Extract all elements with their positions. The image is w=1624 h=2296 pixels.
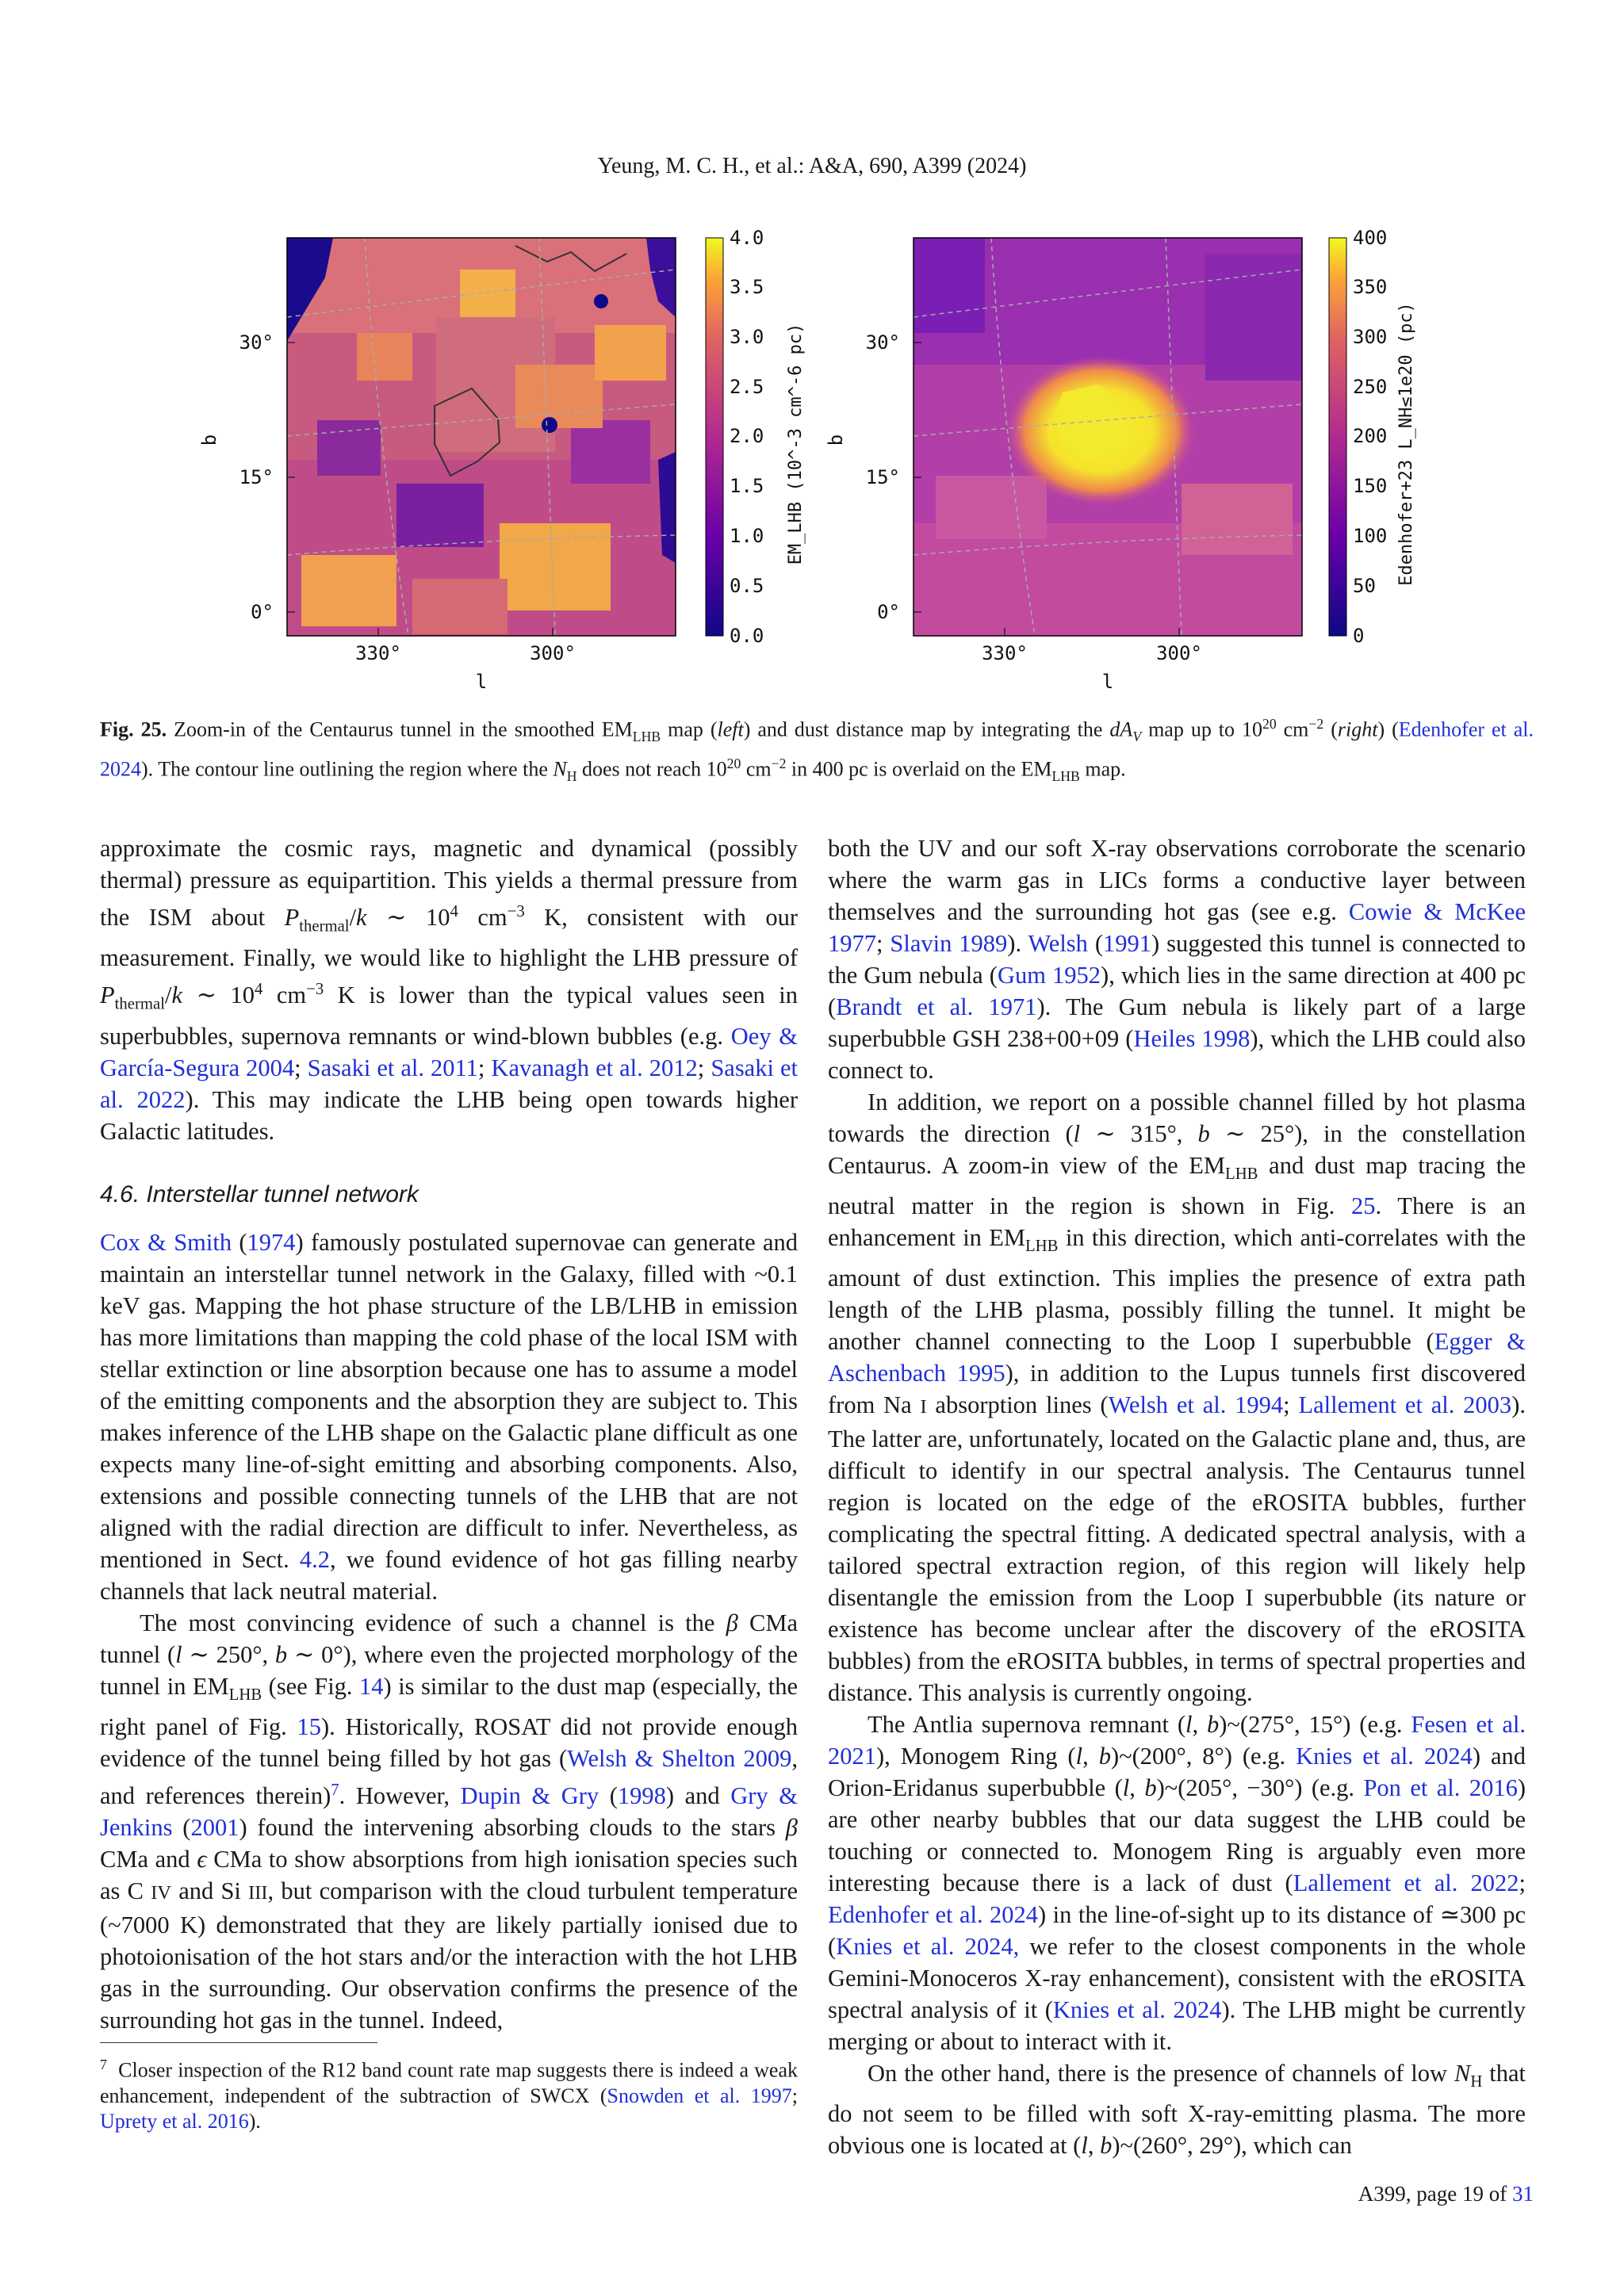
colorbar-tick: 50 <box>1353 575 1376 597</box>
citation-link[interactable]: Welsh <box>1028 930 1088 957</box>
colorbar-tick: 250 <box>1353 376 1388 398</box>
running-header: Yeung, M. C. H., et al.: A&A, 690, A399 (2024) <box>597 154 1027 178</box>
citation-link[interactable]: Kavanagh et al. 2012 <box>491 1054 698 1081</box>
figure-link[interactable]: 15 <box>297 1712 321 1740</box>
footnote-mark: 7 <box>100 2057 107 2072</box>
citation-link[interactable]: Oey & García-Segura 2004 <box>100 1022 799 1081</box>
colorbar-tick: 200 <box>1353 425 1388 447</box>
figure-link[interactable]: 14 <box>359 1672 384 1700</box>
colorbar-tick: 2.0 <box>730 425 764 447</box>
colorbar-ticks <box>1353 227 1387 647</box>
xtick-label: 330° <box>355 642 401 664</box>
ytick-label: 30° <box>239 331 274 354</box>
ytick-label: 0° <box>877 601 900 623</box>
x-axis-label: l <box>475 671 488 693</box>
citation-link[interactable]: 1974 <box>247 1228 296 1256</box>
citation-link[interactable]: Knies et al. 2024, <box>836 1933 1020 1961</box>
total-pages-link[interactable]: 31 <box>1512 2182 1534 2206</box>
colorbar-tick: 3.5 <box>730 276 764 298</box>
citation-link[interactable]: Brandt et al. 1971 <box>836 993 1037 1020</box>
colorbar-tick: 2.5 <box>730 376 764 398</box>
ytick-label: 30° <box>865 331 900 354</box>
citation-link[interactable]: 2001 <box>190 1813 239 1841</box>
paragraph: On the other hand, there is the presence of channels of low $N_H$ that do not seem to be filled with soft X-ray-emitting plasma. The more obvious one is located at (l, b)~(260°, 29°), which can <box>828 2060 1526 2160</box>
y-axis-label: b <box>198 434 220 446</box>
ytick-label: 0° <box>251 601 274 623</box>
citation-link[interactable]: 1991 <box>1103 930 1152 957</box>
citation-link[interactable]: Pon et al. 2016 <box>1363 1774 1518 1802</box>
footnote: $^7$ Closer inspection of the R12 band count rate map suggests there is indeed a weak enhancement, independent of the subtraction of SWCX (Snowden et al. 1997; Uprety et al. 2016). <box>100 2057 798 2133</box>
section-heading: 4.6. Interstellar tunnel network <box>100 1181 419 1207</box>
citation-link[interactable]: Fesen et al. 2021 <box>828 1711 1526 1770</box>
citation-link[interactable]: Cowie & McKee 1977 <box>828 898 1526 957</box>
page-footer: A399, page 19 of 31 <box>1358 2182 1534 2206</box>
citation-link[interactable]: Welsh & Shelton 2009 <box>567 1744 792 1772</box>
paragraph: The most convincing evidence of such a channel is the β CMa tunnel (l ∼ 250°, b ∼ 0°), where even the projected morphology of the tunnel in $EM_{LHB}$ (see Fig. 14) is similar to the dust map (especially, the right panel of Fig. 15). Historically, ROSAT did not provide enough evidence of the tunnel being filled by hot gas (Welsh & Shelton 2009, and references therein)$^7$. However, Dupin & Gry (1998) and Gry & Jenkins (2001) found the intervening absorbing clouds to the stars β CMa and ϵ CMa to show absorptions from high ionisation species such as C IV and Si III, but comparison with the cloud turbulent temperature (~7000 K) demonstrated that they are likely partially ionised due to photoionisation of the hot stars and/or the interaction with the hot LHB gas in the surrounding. Our observation confirms the presence of the surrounding hot gas in the tunnel. Indeed, <box>100 1609 799 2034</box>
colorbar-tick: 100 <box>1353 525 1388 547</box>
colorbar <box>1329 238 1346 636</box>
citation-link[interactable]: Lallement et al. 2003 <box>1298 1391 1512 1419</box>
paragraph: approximate the cosmic rays, magnetic and dynamical (possibly thermal) pressure as equipartition. This yields a thermal pressure from the ISM about $P_{thermal}/k$ ∼ $10^4$ $cm^{-3}$ K, consistent with our measurement. Finally, we would like to highlight the LHB pressure of $P_{thermal}/k$ ∼ $10^4$ $cm^{-3}$ K is lower than the typical values seen in superbubbles, supernova remnants or wind-blown bubbles (e.g. Oey & García-Segura 2004; Sasaki et al. 2011; Kavanagh et al. 2012; Sasaki et al. 2022). This may indicate the LHB being open towards higher Galactic latitudes. <box>100 835 799 1145</box>
citation-link[interactable]: Gum 1952 <box>997 962 1101 989</box>
citation-link[interactable]: Sasaki et al. 2011 <box>307 1054 478 1081</box>
colorbar-label: EM_LHB (10^-3 cm^-6 pc) <box>786 323 806 565</box>
section-link[interactable]: 4.2 <box>299 1545 330 1573</box>
colorbar-tick: 3.0 <box>730 326 764 348</box>
citation-link[interactable]: Knies et al. 2024 <box>1052 1996 1222 2024</box>
citation-link[interactable]: Cox & Smith <box>100 1228 232 1256</box>
citation-link[interactable]: 1998 <box>617 1781 666 1809</box>
colorbar <box>706 238 723 636</box>
citation-link[interactable]: Edenhofer et al. 2024 <box>828 1901 1039 1929</box>
colorbar-tick: 1.0 <box>730 525 764 547</box>
colorbar-tick: 0.5 <box>730 575 764 597</box>
em-lhb-map <box>287 238 676 636</box>
colorbar-tick: 150 <box>1353 475 1388 497</box>
xtick-label: 300° <box>530 642 576 664</box>
ytick-label: 15° <box>865 466 900 488</box>
colorbar-tick: 1.5 <box>730 475 764 497</box>
citation-link[interactable]: Edenhofer et al. 2024 <box>100 718 1534 781</box>
colorbar-tick: 400 <box>1353 227 1388 249</box>
paragraph: The Antlia supernova remnant (l, b)~(275°, 15°) (e.g. Fesen et al. 2021), Monogem Ring (l, b)~(200°, 8°) (e.g. Knies et al. 2024) and Orion-Eridanus superbubble (l, b)~(205°, −30°) (e.g. Pon et al. 2016) are other nearby bubbles that our data suggest the LHB could be touching or connected to. Monogem Ring is arguably even more interesting because there is a lack of dust (Lallement et al. 2022; Edenhofer et al. 2024) in the line-of-sight up to its distance of ≃300 pc (Knies et al. 2024, we refer to the closest components in the whole Gemini-Monoceros X-ray enhancement), consistent with the eROSITA spectral analysis of it (Knies et al. 2024). The LHB might be currently merging or about to interact with it. <box>828 1711 1526 2056</box>
citation-link[interactable]: Slavin 1989 <box>890 930 1008 957</box>
xtick-label: 330° <box>982 642 1028 664</box>
colorbar-tick: 350 <box>1353 276 1388 298</box>
colorbar-tick: 0.0 <box>730 625 764 647</box>
figure-left-panel <box>198 222 817 698</box>
colorbar-tick: 300 <box>1353 326 1388 348</box>
colorbar-tick: 0 <box>1353 625 1365 647</box>
y-axis-label: b <box>825 434 847 446</box>
colorbar-label: Edenhofer+23 L_NH≤1e20 (pc) <box>1396 302 1416 586</box>
citation-link[interactable]: Dupin & Gry <box>460 1781 599 1809</box>
citation-link[interactable]: Egger & Aschenbach 1995 <box>828 1328 1526 1387</box>
citation-link[interactable]: Heiles 1998 <box>1133 1025 1251 1052</box>
colorbar-ticks <box>730 227 764 647</box>
citation-link[interactable]: Lallement et al. 2022 <box>1293 1869 1519 1897</box>
x-axis-label: l <box>1101 671 1114 693</box>
paragraph: both the UV and our soft X-ray observations corroborate the scenario where the warm gas in LICs forms a conductive layer between themselves and the surrounding hot gas (see e.g. Cowie & McKee 1977; Slavin 1989). Welsh (1991) suggested this tunnel is connected to the Gum nebula (Gum 1952), which lies in the same direction at 400 pc (Brandt et al. 1971). The Gum nebula is likely part of a large superbubble GSH 238+00+09 (Heiles 1998), which the LHB could also connect to. <box>828 835 1526 1084</box>
left-column <box>100 832 798 2036</box>
citation-link[interactable]: Sasaki et al. 2022 <box>100 1054 798 1113</box>
caption-lead: Fig. 25. <box>100 718 167 741</box>
xtick-label: 300° <box>1156 642 1202 664</box>
citation-link[interactable]: Gry & Jenkins <box>100 1781 798 1841</box>
ytick-label: 15° <box>239 466 274 488</box>
footnote-rule <box>100 2042 377 2043</box>
footnote-link[interactable]: 7 <box>331 1781 339 1799</box>
figure-right-panel <box>825 222 1475 698</box>
dust-distance-map <box>914 238 1302 636</box>
citation-link[interactable]: Snowden et al. 1997 <box>607 2084 792 2107</box>
citation-link[interactable]: Knies et al. 2024 <box>1296 1743 1473 1770</box>
citation-link[interactable]: Uprety et al. 2016 <box>100 2109 249 2133</box>
colorbar-tick: 4.0 <box>730 227 764 249</box>
paragraph: Cox & Smith (1974) famously postulated supernovae can generate and maintain an interstellar tunnel network in the Galaxy, filled with ~0.1 keV gas. Mapping the hot phase structure of the LB/LHB in emission has more limitations than mapping the cold phase of the local ISM with stellar extinction or line absorption because one has to assume a model of the emitting components and the absorption they are subject to. This makes inference of the LHB shape on the Galactic plane difficult as one expects many line-of-sight emitting and absorbing components. Also, extensions and possible connecting tunnels of the LHB that are not aligned with the radial direction are difficult to infer. Nevertheless, as mentioned in Sect. 4.2, we found evidence of hot gas filling nearby channels that lack neutral material. <box>100 1228 798 1605</box>
figure-caption: Fig. 25. Zoom-in of the Centaurus tunnel in the smoothed $EM_{LHB}$ map (left) and dust distance map by integrating the $dA_V$ map up to $10^{20}$ $cm^{-2}$ (right) (Edenhofer et al. 2024). The contour line outlining the region where the $N_H$ does not reach $10^{20}$ $cm^{-2}$ in 400 pc is overlaid on the $EM_{LHB}$ map. <box>100 716 1534 784</box>
right-column <box>828 832 1526 2161</box>
paragraph: In addition, we report on a possible channel filled by hot plasma towards the direction (l ∼ 315°, b ∼ 25°), in the constellation Centaurus. A zoom-in view of the $EM_{LHB}$ and dust map tracing the neutral matter in the region is shown in Fig. 25. There is an enhancement in $EM_{LHB}$ in this direction, which anti-correlates with the amount of dust extinction. This implies the presence of extra path length of the LHB plasma, possibly filling the tunnel. It might be another channel connecting to the Loop I superbubble (Egger & Aschenbach 1995), in addition to the Lupus tunnels first discovered from Na I absorption lines (Welsh et al. 1994; Lallement et al. 2003). The latter are, unfortunately, located on the Galactic plane and, thus, are difficult to identify in our spectral analysis. The Centaurus tunnel region is located on the edge of the eROSITA bubbles, further complicating the spectral fitting. A dedicated spectral analysis, with a tailored spectral extraction region, of this region will likely help disentangle the emission from the Loop I superbubble (its nature or existence has become unclear after the discovery of the eROSITA bubbles) from the eROSITA bubbles, in terms of spectral properties and distance. This analysis is currently ongoing. <box>828 1089 1526 1707</box>
citation-link[interactable]: Welsh et al. 1994 <box>1108 1391 1284 1419</box>
figure-link[interactable]: 25 <box>1351 1192 1376 1220</box>
